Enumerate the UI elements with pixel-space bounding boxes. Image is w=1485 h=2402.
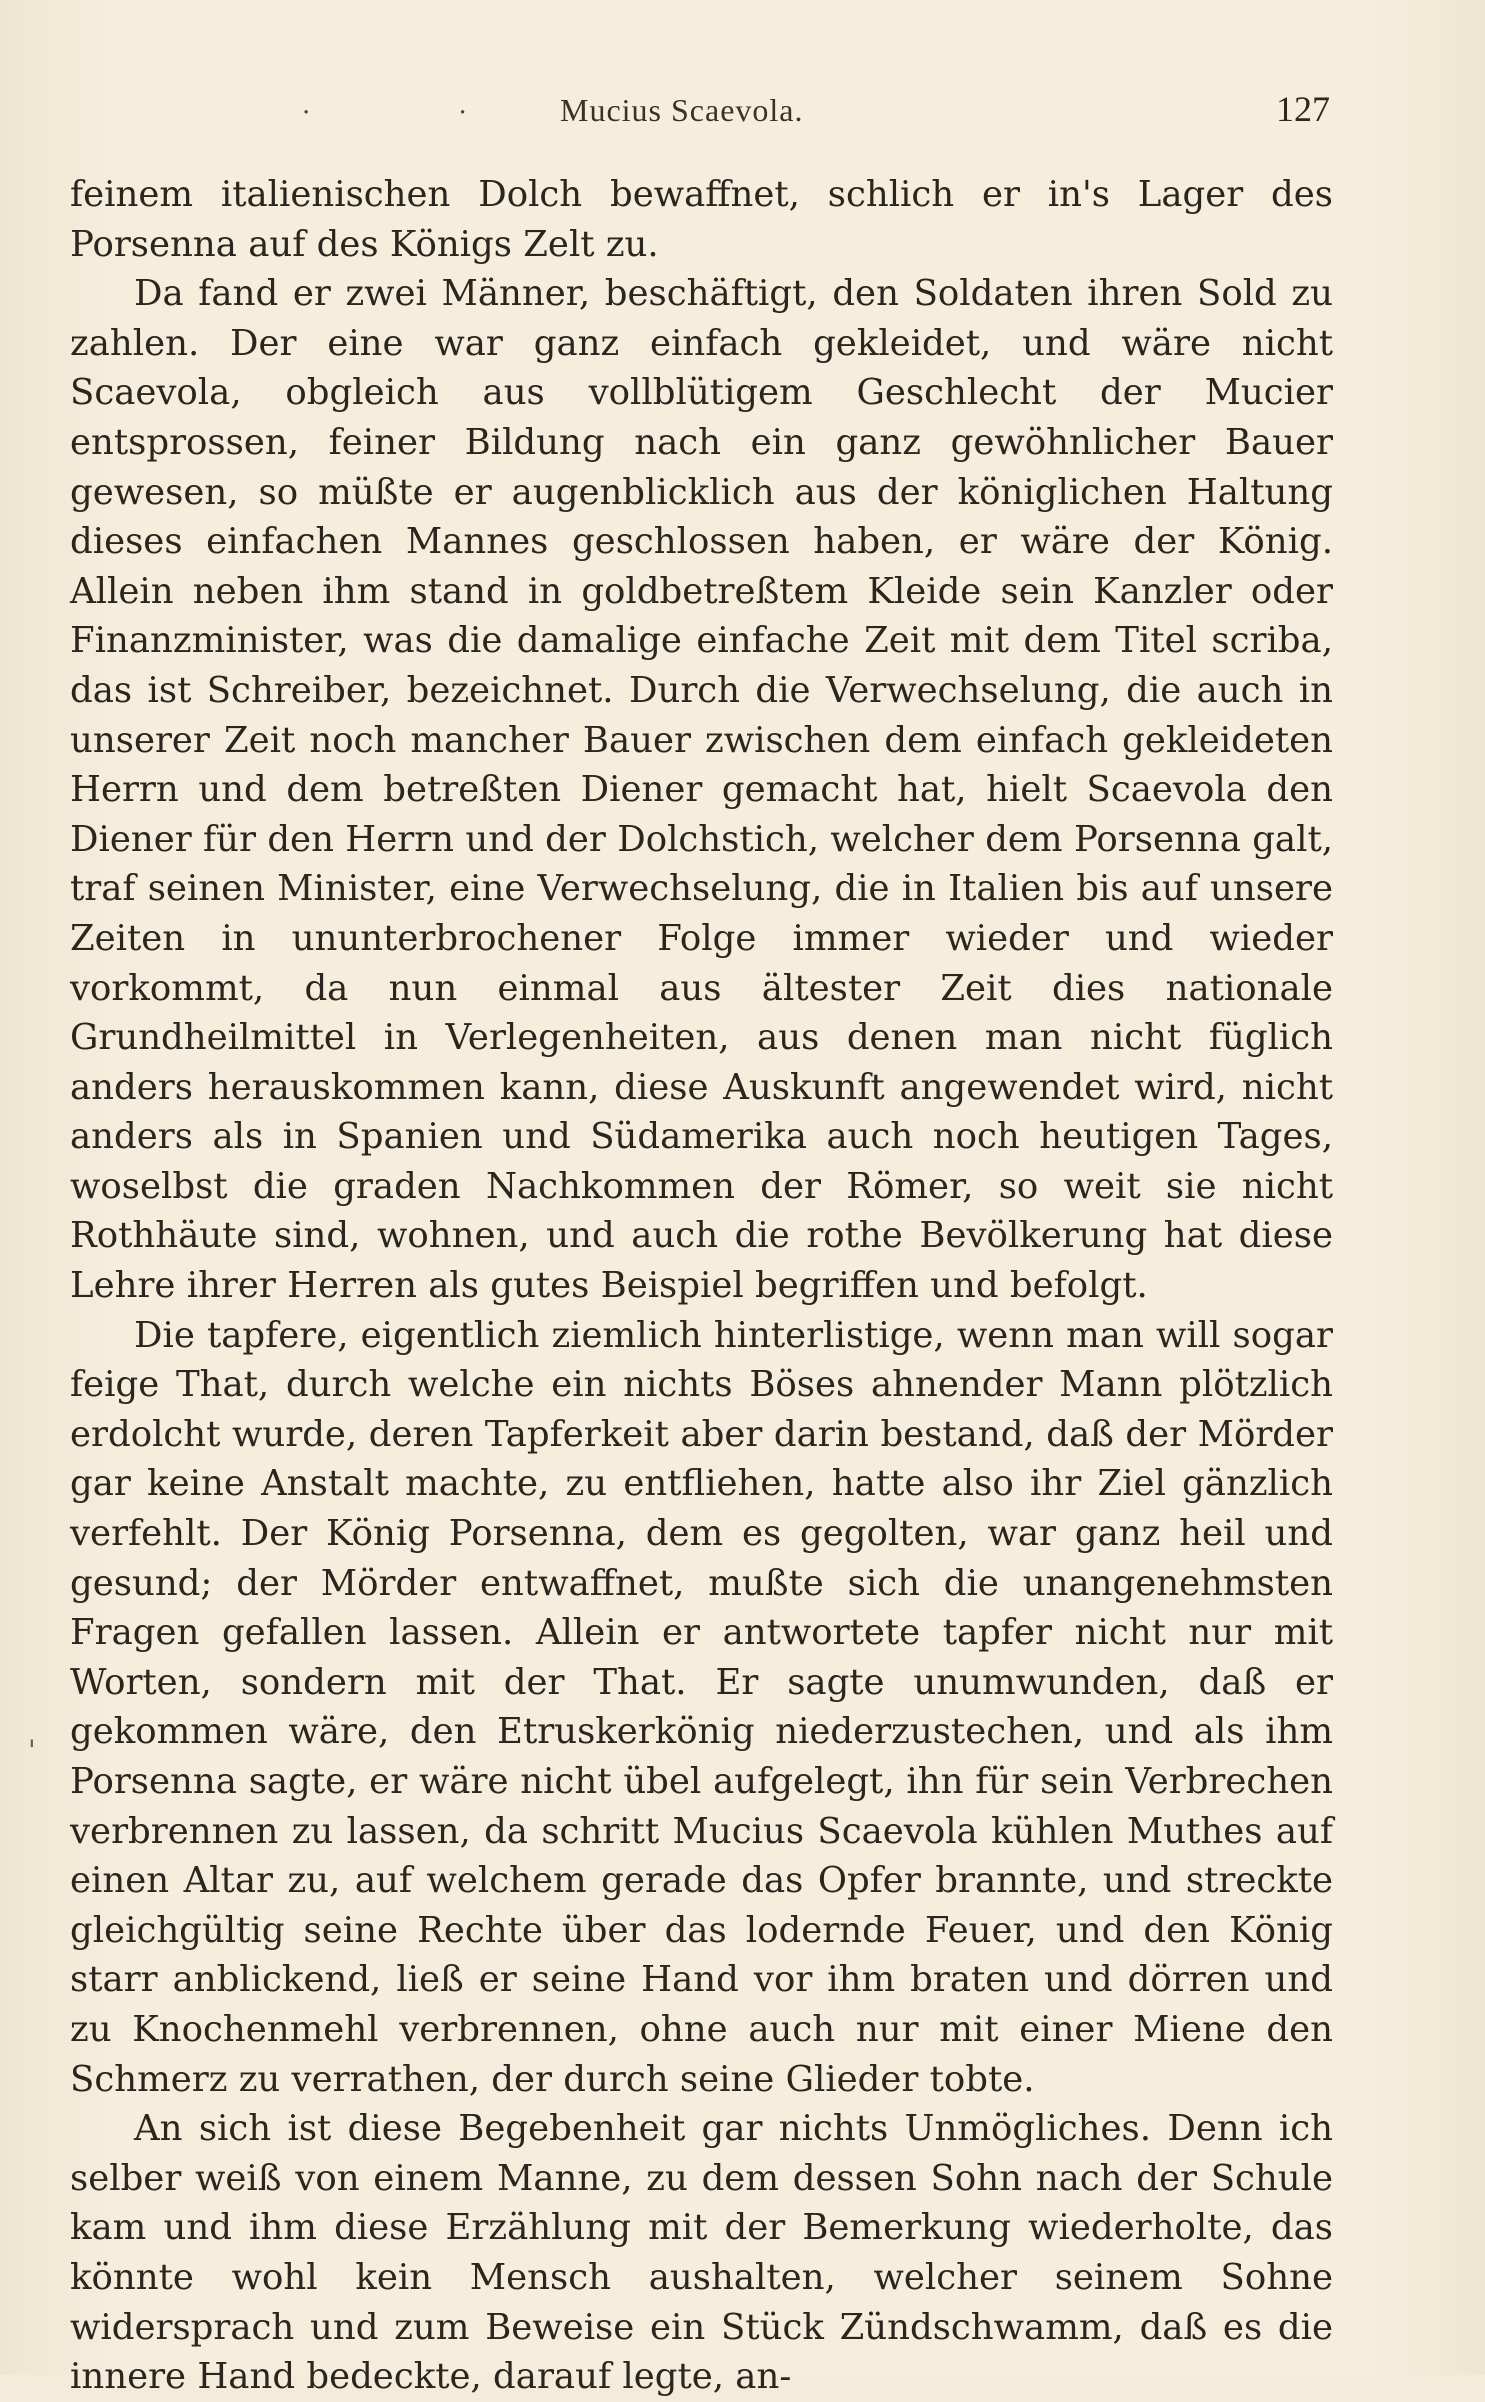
margin-mark: ' [28, 1734, 36, 1767]
page-number: 127 [1276, 89, 1330, 129]
paragraph-1: feinem italienischen Dolch bewaffnet, schlich er in's Lager des Porsenna auf des Königs Zelt zu. [70, 174, 1333, 265]
paragraph-4: An sich ist diese Begebenheit gar nichts Unmögliches. Denn ich selber weiß von einem Manne, zu dem dessen Sohn nach der Schule kam und ihm diese Erzählung mit der Bemerkung wiederholte, das könnte wohl kein Mensch aushalten, welcher seinem Sohne widersprach und zum Beweise ein Stück Zündschwamm, daß es die innere Hand bedeckte, darauf legte, an- [70, 2108, 1333, 2398]
page-header [70, 88, 1330, 138]
paragraph-2: Da fand er zwei Männer, beschäftigt, den Soldaten ihren Sold zu zahlen. Der eine war ganz einfach gekleidet, und wäre nicht Scaevola, obgleich aus vollblütigem Geschlecht der Mucier entsprossen, feiner Bildung nach ein ganz gewöhnlicher Bauer gewesen, so müßte er augenblicklich aus der königlichen Haltung dieses einfachen Mannes geschlossen haben, er wäre der König. Allein neben ihm stand in goldbetreßtem Kleide sein Kanzler oder Finanzminister, was die damalige einfache Zeit mit dem Titel scriba, das ist Schreiber, bezeichnet. Durch die Verwechselung, die auch in unserer Zeit noch mancher Bauer zwischen dem einfach gekleideten Herrn und dem betreßten Diener gemacht hat, hielt Scaevola den Diener für den Herrn und der Dolchstich, welcher dem Porsenna galt, traf seinen Minister, eine Verwechselung, die in Italien bis auf unsere Zeiten in ununterbrochener Folge immer wieder und wieder vorkommt, da nun einmal aus ältester Zeit dies nationale Grundheilmittel in Verlegenheiten, aus denen man nicht füglich anders herauskommen kann, diese Auskunft angewendet wird, nicht anders als in Spanien und Südamerika auch noch heutigen Tages, woselbst die graden Nachkommen der Römer, so weit sie nicht Rothhäute sind, wohnen, und auch die rothe Bevölkerung hat diese Lehre ihrer Herren als gutes Beispiel begriffen und befolgt. [70, 273, 1333, 1307]
running-title: Mucius Scaevola. [560, 92, 804, 128]
header-marks: · · [302, 98, 537, 128]
body-text [70, 170, 1333, 2402]
paragraph-3: Die tapfere, eigentlich ziemlich hinterlistige, wenn man will sogar feige That, durch welche ein nichts Böses ahnender Mann plötzlich erdolcht wurde, deren Tapferkeit aber darin bestand, daß der Mörder gar keine Anstalt machte, zu entfliehen, hatte also ihr Ziel gänzlich verfehlt. Der König Porsenna, dem es gegolten, war ganz heil und gesund; der Mörder entwaffnet, mußte sich die unangenehmsten Fragen gefallen lassen. Allein er antwortete tapfer nicht nur mit Worten, sondern mit der That. Er sagte unumwunden, daß er gekommen wäre, den Etruskerkönig niederzustechen, und als ihm Porsenna sagte, er wäre nicht übel aufgelegt, ihn für sein Verbrechen verbrennen zu lassen, da schritt Mucius Scaevola kühlen Muthes auf einen Altar zu, auf welchem gerade das Opfer brannte, und streckte gleichgültig seine Rechte über das lodernde Feuer, und den König starr anblickend, ließ er seine Hand vor ihm braten und dörren und zu Knochenmehl verbrennen, ohne auch nur mit einer Miene den Schmerz zu verrathen, der durch seine Glieder tobte. [70, 1314, 1333, 2100]
